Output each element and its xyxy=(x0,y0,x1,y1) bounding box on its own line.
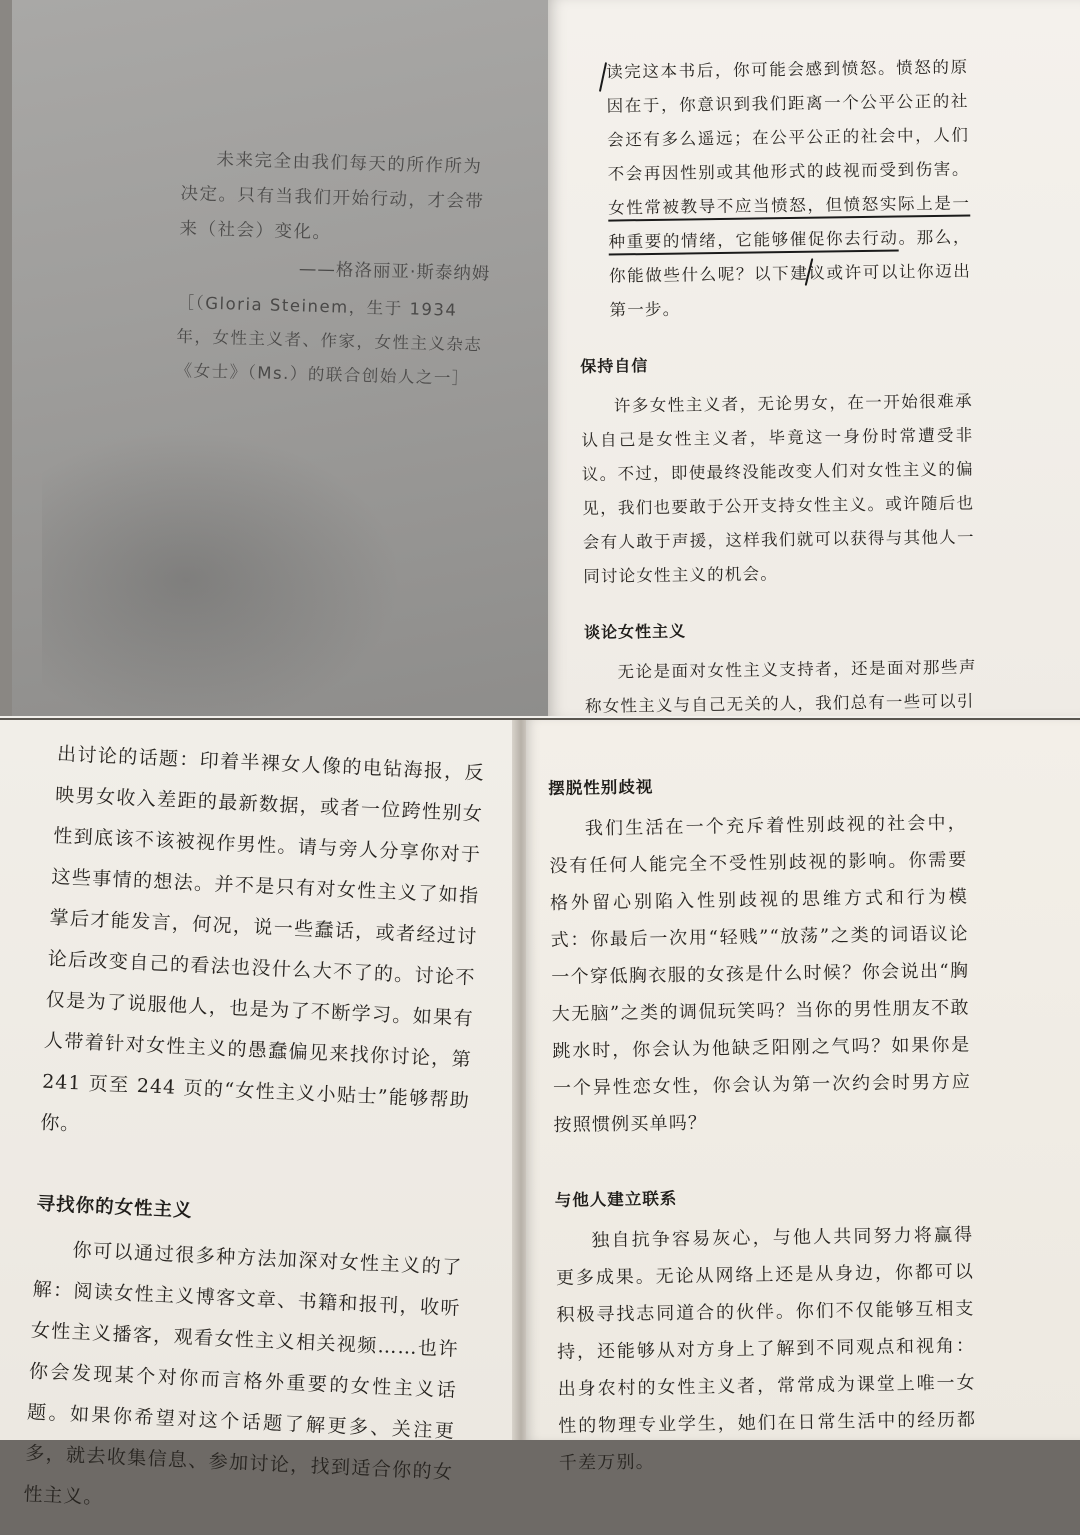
underlined-text: 女性常被教导不应当愤怒，但愤怒实际上是一种重要的情绪，它能够催促你去行动 xyxy=(607,193,971,252)
epigraph-quote: 未来完全由我们每天的所作所为决定。只有当我们开始行动，才会带来（社会）变化。 xyxy=(179,149,485,244)
section-heading-sexism: 摆脱性别歧视 xyxy=(548,777,654,798)
intro-paragraph xyxy=(576,51,972,328)
paragraph-sexism: 我们生活在一个充斥着性别歧视的社会中，没有任何人能完全不受性别歧视的影响。你需要格外留心别陷入性别歧视的思维方式和行为模式：你最后一次用“轻贱”“放荡”之类的词语议论一个穿低胸衣服的女孩是什么时候？你会说出“胸大无脑”之类的调侃玩笑吗？当你的男性朋友不敢跳水时，你会认为他缺乏阳刚之气吗？如果你是一个异性恋女性，你会认为第一次约会时男方应按照惯例买单吗？ xyxy=(549,812,972,1136)
right-bottom-text xyxy=(548,763,977,1481)
paragraph-talk-continued: 出讨论的话题：印着半裸女人像的电钻海报，反映男女收入差距的最新数据，或者一位跨性别女性到底该不该被视作男性。请与旁人分享你对于这些事情的想法。并不是只有对女性主义了如指掌后才能发言，何况，说一些蠢话，或者经过讨论后改变自己的看法也没什么大不了的。讨论不仅是为了说服他人，也是为了不断学习。如果有人带着针对女性主义的愚蠢偏见来找你讨论，第 241 页至 244 页的“女性主义小贴士”能够帮助你。 xyxy=(39,742,486,1136)
epigraph-attribution: ——格洛丽亚·斯泰纳姆 xyxy=(298,259,491,285)
paragraph-find: 你可以通过很多种方法加深对女性主义的了解：阅读女性主义博客文章、书籍和报刊，收听女性主义播客，观看女性主义相关视频……也许你会发现某个对你而言格外重要的女性主义话题。如果你希望对这个话题了解更多、关注更多，就去收集信息、参加讨论，找到适合你的女性主义。 xyxy=(22,1239,463,1509)
shadow-area xyxy=(42,430,402,718)
right-top-text xyxy=(576,51,977,724)
intro-text-before: 读完这本书后，你可能会感到愤怒。愤怒的原因在于，你意识到我们距离一个公平公正的社会还有多么遥远；在公平公正的社会中，人们不会再因性别或其他形式的歧视而受到伤害。 xyxy=(606,57,970,184)
paragraph-connect: 独自抗争容易灰心，与他人共同努力将赢得更多成果。无论从网络上还是从身边，你都可以积极寻找志同道合的伙伴。你们不仅能够互相支持，还能够从对方身上了解到不同观点和视角：出身农村的女性主义者，常常成为课堂上唯一女性的物理专业学生，她们在日常生活中的经历都千差万别。 xyxy=(555,1224,977,1474)
paragraph-talk: 无论是面对女性主义支持者，还是面对那些声称女性主义与自己无关的人，我们总有一些可以引 xyxy=(584,657,977,716)
intro-text-after: 。那么，你能做些什么呢？以下建议或许可以让你迈出第一步。 xyxy=(608,227,972,320)
section-heading-connect: 与他人建立联系 xyxy=(554,1189,678,1210)
section-heading-talk: 谈论女性主义 xyxy=(583,621,687,642)
section-heading-find: 寻找你的女性主义 xyxy=(36,1193,193,1222)
left-bottom-text xyxy=(23,734,486,1535)
section-heading-confidence: 保持自信 xyxy=(580,356,649,376)
epigraph-note: ［（Gloria Steinem，生于 1934 年，女性主义者、作家，女性主义杂志《女士》（Ms.）的联合创始人之一］ xyxy=(175,292,483,389)
epigraph xyxy=(175,142,494,397)
paragraph-confidence: 许多女性主义者，无论男女，在一开始很难承认自己是女性主义者，毕竟这一身份时常遭受非议。不过，即使最终没能改变人们对女性主义的偏见，我们也要敢于公开支持女性主义。或许随后也会有人敢于声援，这样我们就可以获得与其他人一同讨论女性主义的机会。 xyxy=(581,391,975,586)
